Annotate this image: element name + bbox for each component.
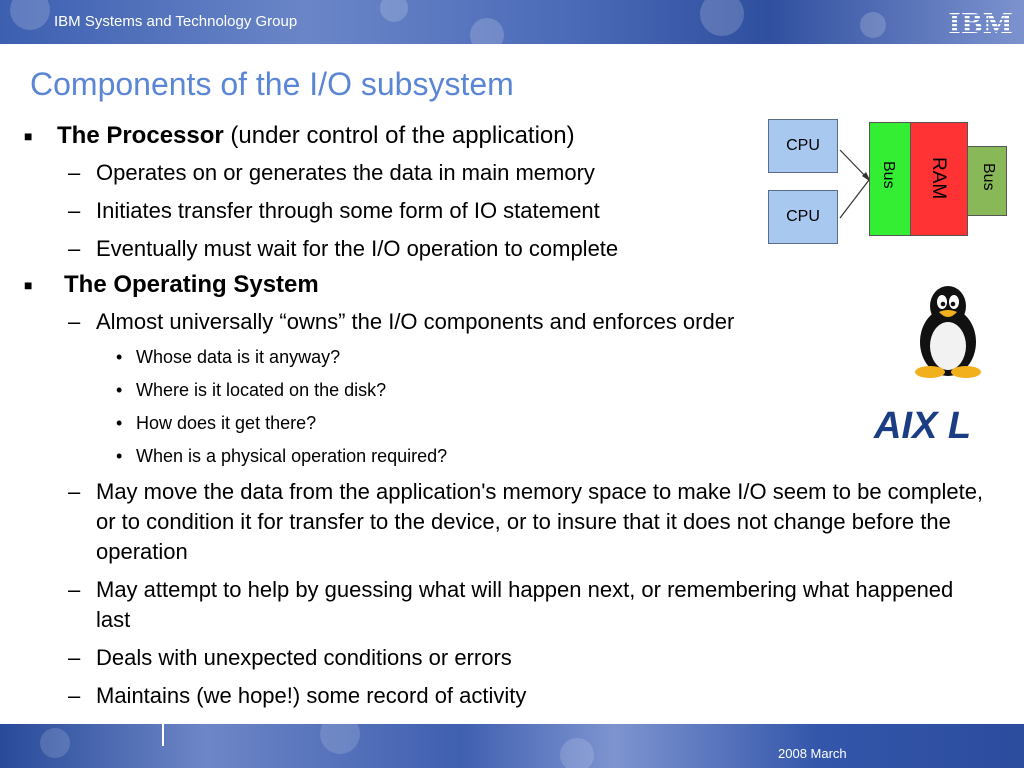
ram-box: RAM xyxy=(910,122,968,236)
aix-logo xyxy=(870,398,998,446)
os-item: – May attempt to help by guessing what will happen next, or remembering what happened last xyxy=(68,577,954,632)
os-sub-item: • Where is it located on the disk? xyxy=(116,380,387,400)
os-item: – Almost universally “owns” the I/O components and enforces order xyxy=(68,309,735,334)
os-item: – Deals with unexpected conditions or errors xyxy=(68,645,512,670)
cpu-box-2: CPU xyxy=(768,190,838,244)
square-bullet-icon: ■ xyxy=(24,277,33,293)
svg-text:AIX L: AIX L xyxy=(874,405,972,446)
os-sub-item: • Whose data is it anyway? xyxy=(116,347,341,367)
processor-item: – Initiates transfer through some form of IO statement xyxy=(68,198,600,223)
tux-penguin-icon xyxy=(902,284,994,380)
slide-title: Components of the I/O subsystem xyxy=(30,66,514,102)
processor-heading: The Processor xyxy=(57,122,224,149)
os-sub-item: • When is a physical operation required? xyxy=(116,446,448,466)
header-band xyxy=(0,0,1024,44)
bus-box-green: Bus xyxy=(869,122,911,236)
group-title: IBM Systems and Technology Group xyxy=(54,13,298,30)
cpu-box-1: CPU xyxy=(768,119,838,173)
processor-subtitle: (under control of the application) xyxy=(223,122,575,149)
footer-decoration xyxy=(40,728,70,758)
footer-band xyxy=(0,724,1024,768)
header-decoration xyxy=(10,0,50,30)
footer-decoration xyxy=(320,724,360,754)
footer-date: 2008 March xyxy=(778,746,847,761)
bullet-os xyxy=(24,269,984,301)
svg-text:IBM: IBM xyxy=(948,5,1014,40)
footer-decoration xyxy=(560,738,594,768)
os-item: – May move the data from the application's memory space to make I/O seem to be complete, or to condition it for transfer to the device, or to insure that it does not change before the operation xyxy=(68,479,984,564)
connector-arrows xyxy=(838,140,872,220)
header-decoration xyxy=(470,18,504,44)
header-decoration xyxy=(380,0,408,22)
header-decoration xyxy=(860,12,886,38)
square-bullet-icon: ■ xyxy=(24,128,33,144)
os-sub-item: • How does it get there? xyxy=(116,413,317,433)
footer-divider xyxy=(162,724,164,746)
bus-box-right: Bus xyxy=(967,146,1007,216)
os-heading: The Operating System xyxy=(64,271,319,298)
os-item: – Maintains (we hope!) some record of activity xyxy=(68,683,527,708)
processor-item: – Operates on or generates the data in main memory xyxy=(68,160,595,185)
header-decoration xyxy=(700,0,744,36)
ibm-logo xyxy=(946,4,1016,40)
processor-item: – Eventually must wait for the I/O operation to complete xyxy=(68,236,619,261)
